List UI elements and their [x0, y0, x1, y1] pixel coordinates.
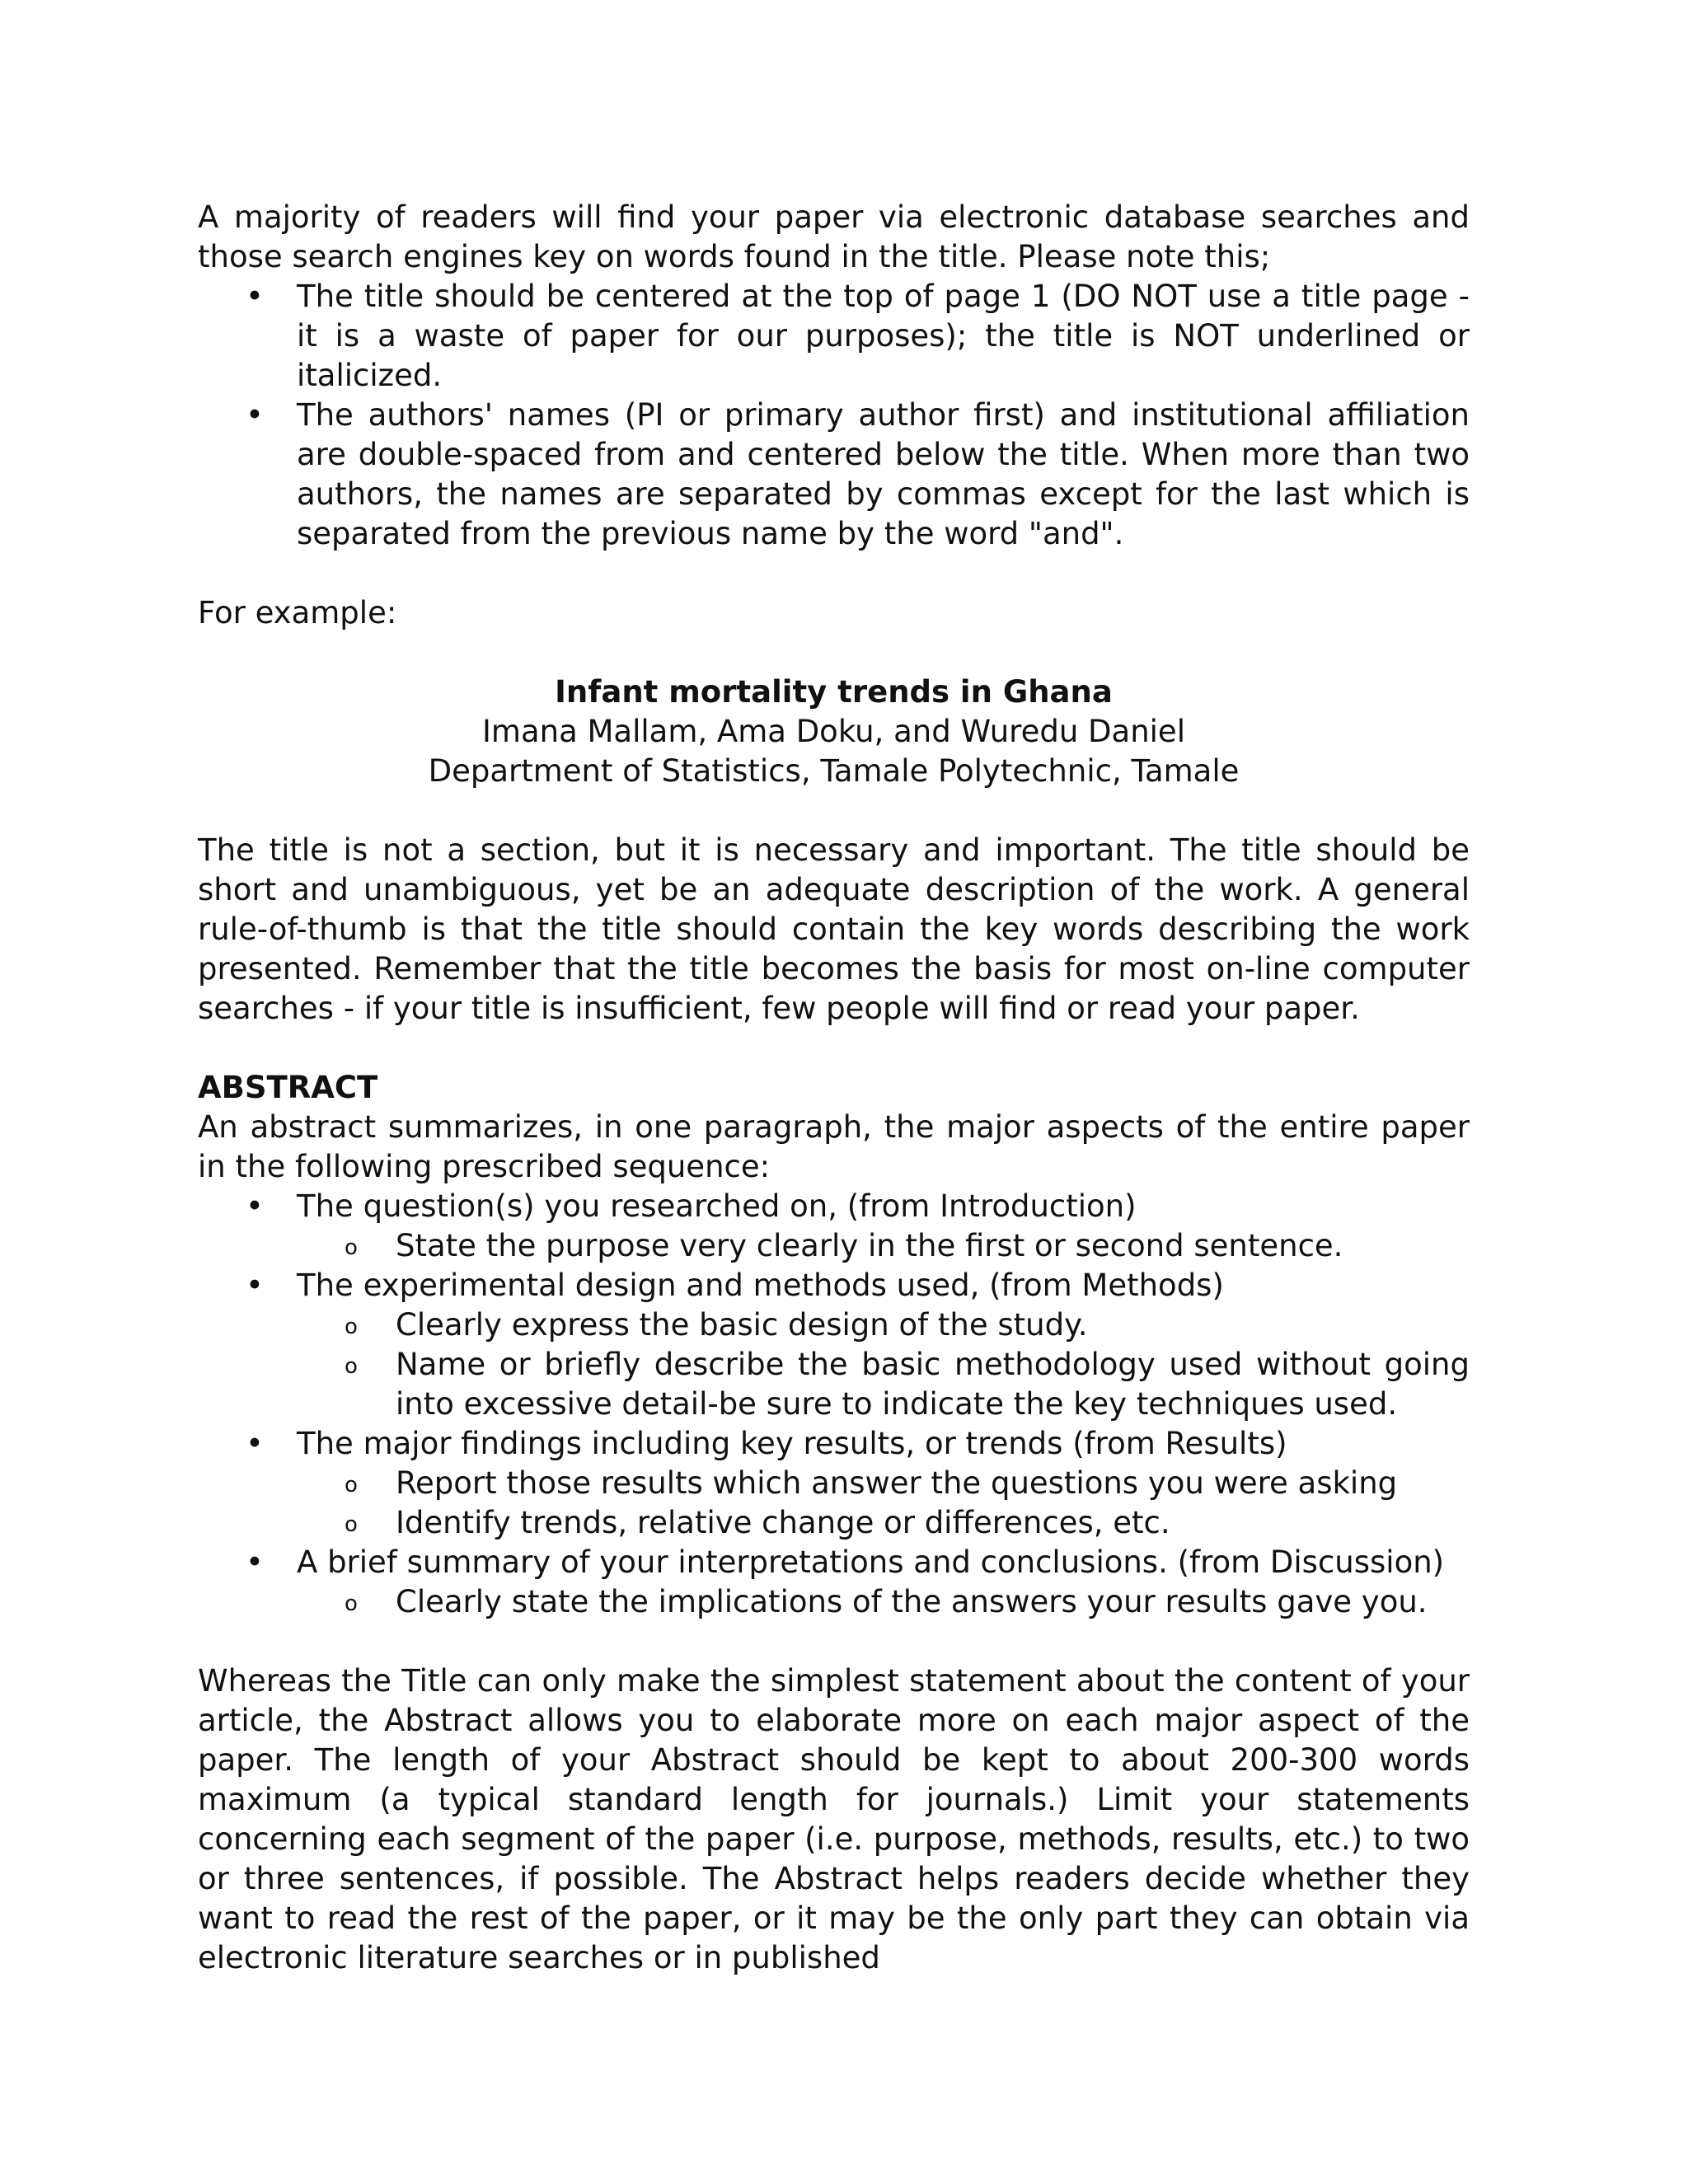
- document-page: [198, 198, 1470, 1978]
- circle-bullet-icon: o: [345, 1512, 358, 1537]
- list-item-text: The title should be centered at the top of page 1 (DO NOT use a title page - it is a waste of paper for our purposes); the title is NOT underlined or italicized.: [297, 279, 1470, 393]
- sub-list-item: [297, 1582, 1470, 1622]
- sub-list-item-text: Clearly express the basic design of the study.: [396, 1307, 1088, 1343]
- example-authors: Imana Mallam, Ama Doku, and Wuredu Daniel: [482, 714, 1185, 749]
- list-item: [198, 1543, 1470, 1622]
- sub-list-item: [297, 1226, 1470, 1266]
- list-item: [198, 1187, 1470, 1266]
- circle-bullet-icon: o: [345, 1235, 358, 1260]
- abstract-sequence-list: [198, 1187, 1470, 1622]
- bullet-icon: •: [246, 1188, 264, 1224]
- sub-list: [297, 1464, 1470, 1543]
- sub-list-item: [297, 1503, 1470, 1543]
- list-item-text: The major findings including key results, or trends (from Results): [297, 1426, 1287, 1461]
- bullet-icon: •: [246, 1544, 264, 1580]
- list-item-text: The experimental design and methods used, (from Methods): [297, 1268, 1224, 1303]
- sub-list-item: [297, 1305, 1470, 1345]
- bullet-icon: •: [246, 279, 264, 314]
- abstract-closing-paragraph: Whereas the Title can only make the simplest statement about the content of your article, the Abstract allows you to elaborate more on each major aspect of the paper. The length of your Abstract should be kept to about 200-300 words maximum (a typical standard length for journals.) Limit your statements concerning each segment of the paper (i.e. purpose, methods, results, etc.) to two or three sentences, if possible. The Abstract helps readers decide whether they want to read the rest of the paper, or it may be the only part they can obtain via electronic literature searches or in published: [198, 1663, 1470, 1975]
- sub-list-item: [297, 1345, 1470, 1424]
- bullet-icon: •: [246, 397, 264, 433]
- sub-list-item-text: State the purpose very clearly in the first or second sentence.: [396, 1228, 1343, 1263]
- title-paragraph: The title is not a section, but it is necessary and important. The title should be short and unambiguous, yet be an adequate description of the work. A general rule-of-thumb is that the title should contain the key words describing the work presented. Remember that the title becomes the basis for most on-line computer searches - if your title is insufficient, few people will find or read your paper.: [198, 832, 1470, 1026]
- bullet-icon: •: [246, 1426, 264, 1461]
- circle-bullet-icon: o: [345, 1591, 358, 1616]
- circle-bullet-icon: o: [345, 1315, 358, 1339]
- sub-list-item-text: Name or briefly describe the basic methodology used without going into excessive detail-be sure to indicate the key techniques used.: [396, 1347, 1470, 1422]
- abstract-intro: An abstract summarizes, in one paragraph, the major aspects of the entire paper in the following prescribed sequence:: [198, 1109, 1470, 1184]
- sub-list-item: [297, 1464, 1470, 1503]
- list-item-text: A brief summary of your interpretations and conclusions. (from Discussion): [297, 1544, 1445, 1580]
- sub-list: [297, 1305, 1470, 1424]
- list-item: [198, 277, 1470, 396]
- sub-list-item-text: Clearly state the implications of the answers your results gave you.: [396, 1584, 1428, 1619]
- title-rules-list: [198, 277, 1470, 554]
- list-item-text: The question(s) you researched on, (from Introduction): [297, 1188, 1137, 1224]
- sub-list: [297, 1226, 1470, 1266]
- example-affiliation: Department of Statistics, Tamale Polytechnic, Tamale: [428, 753, 1240, 789]
- intro-paragraph: A majority of readers will find your paper via electronic database searches and those search engines key on words found in the title. Please note this;: [198, 199, 1470, 274]
- list-item: [198, 1424, 1470, 1543]
- circle-bullet-icon: o: [345, 1473, 358, 1497]
- bullet-icon: •: [246, 1268, 264, 1303]
- circle-bullet-icon: o: [345, 1354, 358, 1379]
- example-title: Infant mortality trends in Ghana: [555, 674, 1113, 710]
- list-item-text: The authors' names (PI or primary author first) and institutional affiliation are double-spaced from and centered below the title. When more than two authors, the names are separated by commas except for the last which is separated from the previous name by the word "and".: [297, 397, 1470, 551]
- sub-list: [297, 1582, 1470, 1622]
- list-item: [198, 396, 1470, 554]
- sub-list-item-text: Report those results which answer the questions you were asking: [396, 1465, 1398, 1501]
- example-label: For example:: [198, 595, 397, 630]
- list-item: [198, 1266, 1470, 1424]
- abstract-heading: ABSTRACT: [198, 1070, 378, 1105]
- example-title-block: [198, 673, 1470, 791]
- sub-list-item-text: Identify trends, relative change or differences, etc.: [396, 1505, 1170, 1540]
